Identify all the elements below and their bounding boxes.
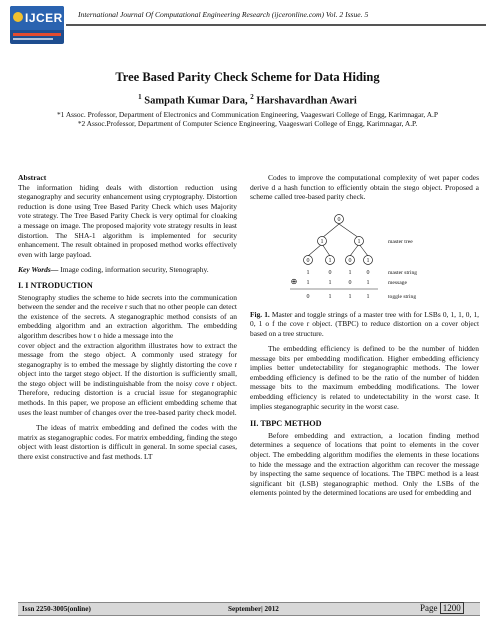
leaf-4-value: 1 — [366, 257, 370, 264]
figure-caption-label: Fig. 1. — [250, 309, 270, 319]
right-paragraph-1: Codes to improve the computational complexity of wet paper codes derive d a hash function to efficiently obtain the stego object. Proposed a scheme called tree-based parity check. — [250, 173, 479, 202]
label-master-tree: master tree — [388, 238, 413, 245]
footer-date: September| 2012 — [228, 605, 279, 613]
affiliation-2: *2 Assoc.Professor, Department of Computer Science Engineering, Vaageswari College of Engg, Karimnagar, A.P. — [77, 119, 418, 128]
message-bit-2: 1 — [328, 279, 332, 286]
paper-title: Tree Based Parity Check Scheme for Data Hiding — [115, 70, 380, 84]
toggle-bit-3: 1 — [348, 293, 352, 300]
master-bit-4: 0 — [366, 269, 370, 276]
section-2-heading: II. TBPC METHOD — [250, 419, 322, 429]
master-bit-1: 1 — [306, 269, 310, 276]
figure-caption — [250, 310, 479, 338]
affiliations — [20, 110, 475, 128]
footer-issn: Issn 2250-3005(online) — [22, 605, 91, 613]
toggle-bit-2: 1 — [328, 293, 332, 300]
message-bit-4: 1 — [366, 279, 370, 286]
footer-page-number: 1200 — [440, 602, 464, 614]
footer-page — [420, 603, 464, 613]
node-r-value: 1 — [357, 238, 361, 245]
intro-paragraph-2: cover object and the extraction algorithm illustrates how to extract the message from the stego object. A commonly used strategy for steganography is to embed the message by slightly distorting the cove r object into the target stego object. If the distortion is sufficiently small, the stego object will be indistinguishable from the noisy cove r object. Therefore, reducing distortion is a crucial issue for steganographic methods. In this paper, we propose an efficient embedding scheme that uses the least number of changes over the tree-based parity check model. — [18, 340, 237, 417]
intro-heading: I. I NTRODUCTION — [18, 280, 93, 290]
root-value: 0 — [337, 216, 341, 223]
author1: Sampath Kumar Dara, — [144, 95, 248, 107]
message-bit-1: 1 — [306, 279, 310, 286]
leaf-2-value: 1 — [328, 257, 332, 264]
master-bit-3: 1 — [348, 269, 352, 276]
master-bit-2: 0 — [328, 269, 332, 276]
author2: Harshavardhan Awari — [256, 95, 357, 107]
intro-paragraph-1: Stenography studies the scheme to hide secrets into the communication between the sender and the receive r such that no other people can detect the existence of the secrets. A steganographic method consists of an embedding algorithm and an extraction algorithm. The embedding algorithm describes how t o hide a message into the — [18, 292, 237, 340]
toggle-bit-1: 0 — [306, 293, 310, 300]
left-column — [18, 173, 237, 462]
right-paragraph-2: The embedding efficiency is defined to be the number of hidden message bits per embedding modification. Higher embedding efficiency implies better undetectability for steganographic methods. The lower embedding efficiency is defined to be the ratio of the number of hidden message bits to the maximum embedding modifications. The lower embedding efficiency is related to undetectability in the worst case. It implies steganographic security in the worst case. — [250, 344, 479, 411]
journal-logo — [10, 6, 64, 44]
label-toggle: toggle string — [388, 293, 417, 300]
author2-mark: 2 — [250, 93, 254, 101]
header-rule — [66, 24, 486, 26]
author1-mark: 1 — [138, 93, 142, 101]
xor-symbol: ⊕ — [290, 276, 298, 286]
authors — [0, 93, 495, 107]
abstract-text: The information hiding deals with distortion reduction using steganography and security enhancement using cryptography. Distortion reduction is done using Tree Based Parity Check which uses Majority vote strategy. The Tree Based Parity Check is very optimal for cloaking a message on image. The proposed majority vote strategy results in least distortion. The SHA-1 algorithm is implemented for security enhancement. The result obtained in proposed method works effectively even with large payload. — [18, 182, 237, 259]
leaf-1-value: 0 — [306, 257, 310, 264]
figure-1 — [250, 208, 479, 310]
intro-paragraph-3: The ideas of matrix embedding and defined the codes with the matrix as steganographic codes. For matrix embedding, finding the stego object with least distortion is difficult in general. In some special cases, there exist constructive and fast methods. LT — [18, 423, 237, 462]
toggle-bit-4: 1 — [366, 293, 370, 300]
keywords — [18, 265, 237, 275]
keywords-label: Key Words— — [18, 265, 59, 275]
figure-caption-text: Master and toggle strings of a master tree with for LSBs 0, 1, 1, 0, 1, 0, 1 o f the cove r object. (TBPC) to reduce distortion on a cover object based on a tree structure. — [250, 309, 479, 338]
node-l-value: 1 — [320, 238, 324, 245]
right-column — [250, 173, 479, 498]
label-master-string: master string — [388, 269, 418, 276]
master-tree-diagram — [250, 208, 479, 310]
abstract-heading: Abstract — [18, 173, 47, 182]
message-bit-3: 0 — [348, 279, 352, 286]
footer-page-label: Page — [420, 603, 438, 613]
leaf-3-value: 0 — [348, 257, 352, 264]
keywords-text: Image coding, information security, Stenography. — [58, 265, 209, 275]
label-message: message — [388, 279, 407, 286]
journal-header: International Journal Of Computational Engineering Research (ijceronline.com) Vol. 2 Issue. 5 — [78, 10, 369, 19]
affiliation-1: *1 Assoc. Professor, Department of Electronics and Communication Engineering, Vaageswari College of Engg, Karimnagar, A.P — [56, 110, 439, 119]
right-paragraph-3: Before embedding and extraction, a location finding method determines a sequence of locations that point to elements in the cover object. The embedding algorithm modifies the elements in these locations to hide the message and the extraction algorithm can recover the message by inspecting the same sequence of locations. The TBPC method is a least significant bit (LSB) steganographic method. Only the LSBs of the elements pointed by the determined locations are used for embedding and — [250, 430, 479, 498]
logo-text: IJCER — [25, 11, 63, 25]
